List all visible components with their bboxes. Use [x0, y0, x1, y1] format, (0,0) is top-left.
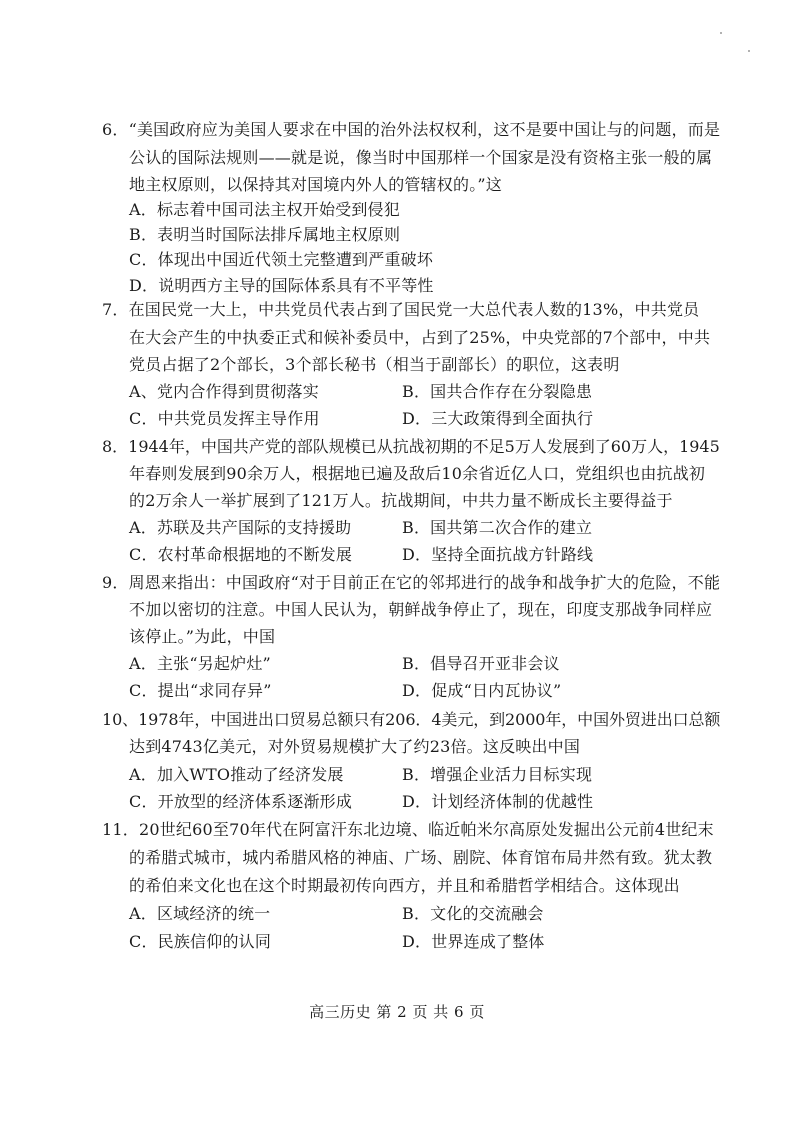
question-8-stem-line-3: 的2万余人一举扩展到了121万人。抗战期间，中共力量不断成长主要得益于 — [129, 491, 673, 510]
question-6-option-a: A．标志着中国司法主权开始受到侵犯 — [129, 200, 400, 219]
question-9-option-b: B．倡导召开亚非会议 — [402, 654, 560, 673]
question-8-stem-line-1: 8．1944年，中国共产党的部队规模已从抗战初期的不足5万人发展到了60万人，1945 — [102, 437, 720, 456]
scan-speck — [748, 50, 750, 52]
question-6-stem-line-3: 地主权原则，以保持其对国境内外人的管辖权的。”这 — [129, 175, 502, 194]
question-6-stem-line-2: 公认的国际法规则——就是说，像当时中国那样一个国家是没有资格主张一般的属 — [129, 148, 713, 167]
question-6-option-d: D．说明西方主导的国际体系具有不平等性 — [129, 276, 434, 295]
question-9-stem-line-3: 该停止。”为此，中国 — [129, 627, 276, 646]
question-8-option-c: C．农村革命根据地的不断发展 — [129, 545, 353, 564]
question-8-stem-line-2: 年春则发展到90余万人，根据地已遍及敌后10余省近亿人口，党组织也由抗战初 — [129, 464, 706, 483]
scan-speck — [720, 32, 722, 34]
question-10-option-a: A．加入WTO推动了经济发展 — [129, 765, 344, 784]
question-6-option-c: C．体现出中国近代领土完整遭到严重破坏 — [129, 250, 434, 269]
question-10-option-d: D．计划经济体制的优越性 — [402, 792, 594, 811]
question-9-option-a: A．主张“另起炉灶” — [129, 654, 271, 673]
question-11-option-d: D．世界连成了整体 — [402, 932, 545, 951]
question-7-stem-line-3: 党员占据了2个部长，3个部长秘书（相当于副部长）的职位，这表明 — [129, 355, 620, 374]
question-6-option-b: B．表明当时国际法排斥属地主权原则 — [129, 225, 401, 244]
question-7-option-b: B．国共合作存在分裂隐患 — [402, 382, 593, 401]
question-8-option-b: B．国共第二次合作的建立 — [402, 518, 593, 537]
question-11-option-c: C．民族信仰的认同 — [129, 932, 272, 951]
page-footer: 高三历史 第 2 页 共 6 页 — [309, 1003, 485, 1021]
question-9-option-d: D．促成“日内瓦协议” — [402, 681, 562, 700]
question-9-option-c: C．提出“求同存异” — [129, 681, 272, 700]
question-10-stem-line-2: 达到4743亿美元，对外贸易规模扩大了约23倍。这反映出中国 — [129, 737, 581, 756]
question-8-option-d: D．坚持全面抗战方针路线 — [402, 545, 594, 564]
question-9-stem-line-1: 9．周恩来指出：中国政府“对于目前正在它的邻邦进行的战争和战争扩大的危险，不能 — [102, 573, 721, 592]
question-9-stem-line-2: 不加以密切的注意。中国人民认为，朝鲜战争停止了，现在，印度支那战争同样应 — [129, 600, 713, 619]
question-10-stem-line-1: 10、1978年，中国进出口贸易总额只有206．4美元，到2000年，中国外贸进出口总额 — [102, 710, 721, 729]
question-7-option-a: A、党内合作得到贯彻落实 — [129, 382, 319, 401]
question-8-option-a: A．苏联及共产国际的支持援助 — [129, 518, 352, 537]
question-11-stem-line-2: 的希腊式城市，城内希腊风格的神庙、广场、剧院、体育馆布局井然有致。犹太教 — [129, 848, 713, 867]
question-7-option-c: C．中共党员发挥主导作用 — [129, 409, 320, 428]
question-7-option-d: D．三大政策得到全面执行 — [402, 409, 594, 428]
question-6-stem-line-1: 6．“美国政府应为美国人要求在中国的治外法权权利，这不是要中国让与的问题，而是 — [102, 120, 721, 139]
question-11-stem-line-1: 11．20世纪60至70年代在阿富汗东北边境、临近帕米尔高原处发掘出公元前4世纪末 — [102, 820, 714, 839]
question-7-stem-line-2: 在大会产生的中执委正式和候补委员中，占到了25%，中央党部的7个部中，中共 — [129, 328, 711, 347]
question-11-stem-line-3: 的希伯来文化也在这个时期最初传向西方，并且和希腊哲学相结合。这体现出 — [129, 876, 680, 895]
question-10-option-c: C．开放型的经济体系逐渐形成 — [129, 792, 353, 811]
question-11-option-a: A．区域经济的统一 — [129, 904, 271, 923]
question-10-option-b: B．增强企业活力目标实现 — [402, 765, 593, 784]
question-11-option-b: B．文化的交流融会 — [402, 904, 544, 923]
question-7-stem-line-1: 7．在国民党一大上，中共党员代表占到了国民党一大总代表人数的13%，中共党员 — [102, 300, 700, 319]
